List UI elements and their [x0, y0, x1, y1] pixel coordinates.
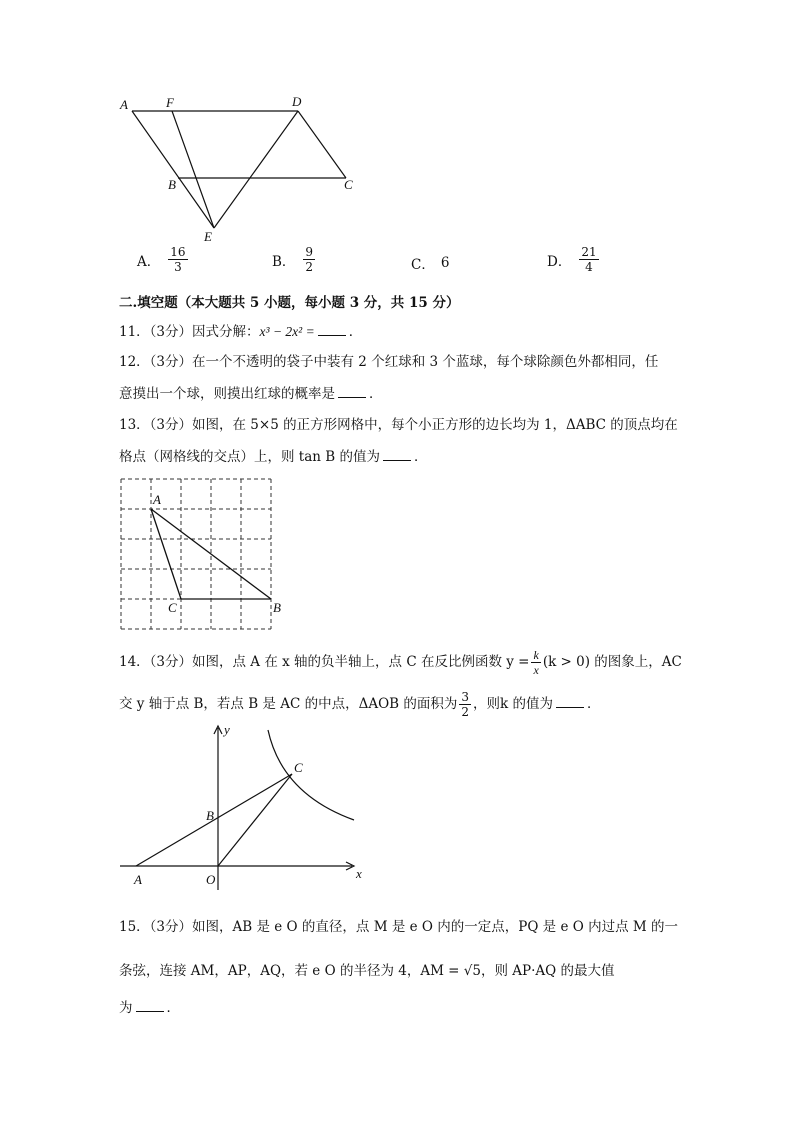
question-14-line1: 14．（3分）如图，点 A 在 x 轴的负半轴上，点 C 在反比例函数 y = $\frac{k}{x}$ (k > 0) 的图象上，AC: [119, 648, 682, 677]
question-15-line2: 条弦，连接 AM，AP，AQ，若 e O 的半径为 4，AM = √5，则 AP·AQ 的最大值: [119, 963, 615, 979]
fig10-label-E: E: [204, 229, 212, 244]
answer-blank-13[interactable]: [383, 448, 411, 461]
question-11: 11．（3分）因式分解：x³ − 2x² = ．: [119, 324, 363, 340]
fig14-label-O: O: [206, 872, 216, 887]
option-d: D． $\frac{21}{4}$: [547, 245, 597, 274]
fig10-label-F: F: [166, 95, 174, 110]
fig10-label-D: D: [292, 94, 302, 109]
fig14-label-y: y: [224, 722, 230, 737]
option-c: C． 6: [411, 255, 450, 273]
fig10-label-C: C: [344, 177, 353, 192]
fig10-label-B: B: [168, 177, 176, 192]
section-title: 二.填空题（本大题共 5 小题，每小题 3 分，共 15 分）: [119, 295, 460, 311]
fig14-label-A: A: [134, 872, 142, 887]
question-12-line2: 意摸出一个球，则摸出红球的概率是 ．: [119, 386, 383, 402]
fig14-label-B: B: [206, 808, 214, 823]
answer-blank-14[interactable]: [556, 695, 584, 708]
question-13-line2: 格点（网格线的交点）上，则 tan B 的值为 ．: [119, 449, 428, 465]
question-12-line1: 12．（3分）在一个不透明的袋子中装有 2 个红球和 3 个蓝球，每个球除颜色外都相同，任: [119, 354, 659, 370]
question-13-line1: 13．（3分）如图，在 5×5 的正方形网格中，每个小正方形的边长均为 1，ΔABC 的顶点均在: [119, 417, 678, 433]
answer-blank-15[interactable]: [136, 999, 164, 1012]
question-15-line1: 15．（3分）如图，AB 是 e O 的直径，点 M 是 e O 内的一定点，PQ 是 e O 内过点 M 的一: [119, 919, 679, 935]
option-a: A． $\frac{16}{3}$: [137, 245, 186, 274]
fig14-label-C: C: [294, 760, 303, 775]
option-b: B． $\frac{9}{2}$: [272, 245, 314, 274]
fig10-label-A: A: [120, 97, 128, 112]
figure-q14: [110, 718, 380, 893]
figure-q13: [112, 470, 302, 635]
question-15-line3: 为 ．: [119, 1000, 180, 1016]
fig14-label-x: x: [356, 866, 362, 881]
fig13-label-C: C: [168, 600, 177, 615]
answer-blank-11[interactable]: [318, 323, 346, 336]
fig13-label-B: B: [273, 600, 281, 615]
question-14-line2: 交 y 轴于点 B，若点 B 是 AC 的中点，ΔAOB 的面积为 $\frac{3}{2}$ ，则k 的值为 ．: [119, 690, 601, 719]
figure-q10: [110, 90, 370, 250]
answer-blank-12[interactable]: [338, 385, 366, 398]
fig13-label-A: A: [153, 492, 161, 507]
